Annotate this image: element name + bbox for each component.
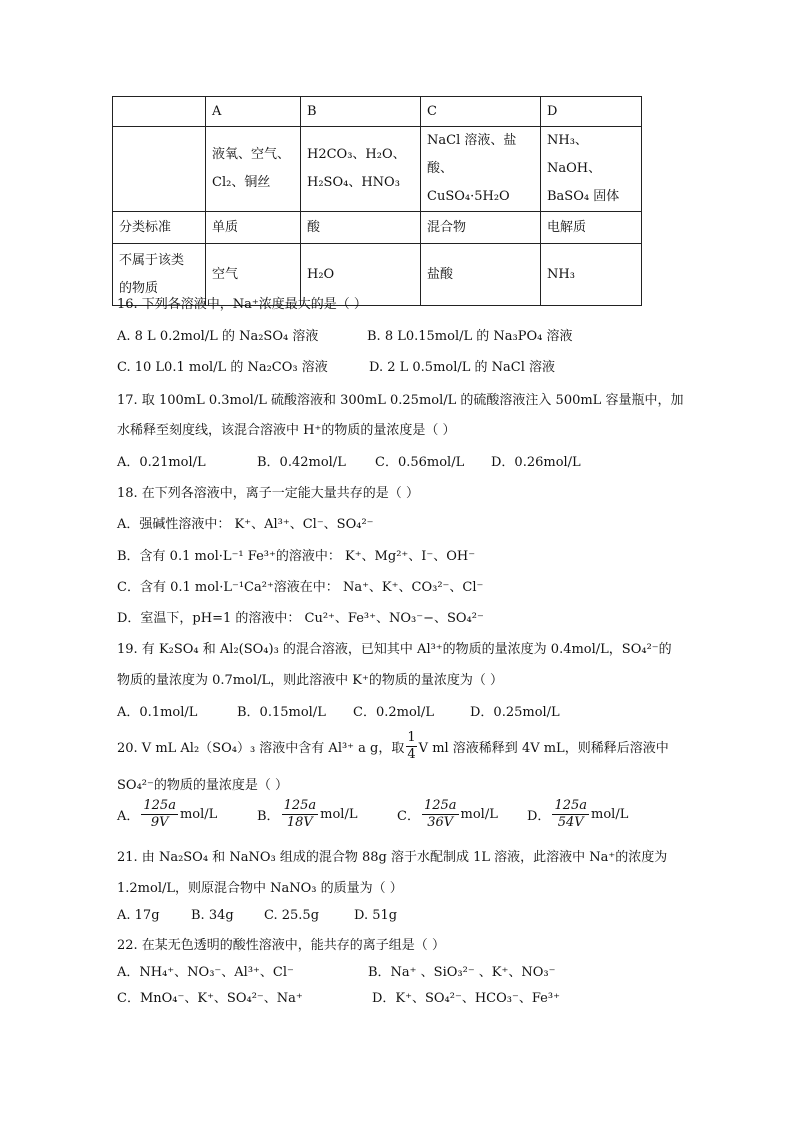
table-cell: 盐酸 <box>421 244 541 306</box>
classification-table <box>112 96 642 306</box>
table-criteria-row <box>113 212 642 244</box>
question-20-stem-line2: SO₄²⁻的物质的量浓度是（ ） <box>117 778 288 793</box>
q21-option-d: D. 51g <box>354 908 398 923</box>
table-cell: 混合物 <box>421 212 541 244</box>
table-cell: H2CO₃、H₂O、 H₂SO₄、HNO₃ <box>301 127 421 212</box>
table-substances-row <box>113 127 642 212</box>
q20-fraction-denominator: 4 <box>407 747 416 762</box>
q17-option-b: B．0.42mol/L <box>257 455 346 470</box>
q20-option-a: A． $\frac{125a}{9V}$ mol/L <box>117 798 218 830</box>
table-header-cell: B <box>301 97 421 127</box>
question-16-stem: 16. 下列各溶液中，Na⁺浓度最大的是（ ） <box>117 297 367 312</box>
table-empty-cell <box>113 127 206 212</box>
table-row-label: 分类标准 <box>113 212 206 244</box>
question-19-stem-line2: 物质的量浓度为 0.7mol/L，则此溶液中 K⁺的物质的量浓度为（ ） <box>117 673 503 688</box>
question-22-stem: 22. 在某无色透明的酸性溶液中，能共存的离子组是（ ） <box>117 938 445 953</box>
q19-option-a: A．0.1mol/L <box>117 705 198 720</box>
q20-stem-prefix: 20. V mL Al₂（SO₄）₃ 溶液中含有 Al³⁺ a g，取 <box>117 741 405 756</box>
table-cell: 液氧、空气、 Cl₂、铜丝 <box>206 127 301 212</box>
question-19-stem-line1: 19. 有 K₂SO₄ 和 Al₂(SO₄)₃ 的混合溶液，已知其中 Al³⁺的物质的量浓度为 0.4mol/L，SO₄²⁻的 <box>117 642 672 657</box>
table-cell: NaCl 溶液、盐酸、 CuSO₄·5H₂O <box>421 127 541 212</box>
table-cell: H₂O <box>301 244 421 306</box>
q21-option-b: B. 34g <box>191 908 234 923</box>
q17-option-d: D．0.26mol/L <box>491 455 581 470</box>
q21-option-c: C. 25.5g <box>264 908 320 923</box>
q16-option-d: D. 2 L 0.5mol/L 的 NaCl 溶液 <box>369 360 556 375</box>
q17-option-c: C．0.56mol/L <box>375 455 465 470</box>
table-corner-cell <box>113 97 206 127</box>
q16-option-a: A. 8 L 0.2mol/L 的 Na₂SO₄ 溶液 <box>117 329 319 344</box>
q20-fraction-numerator: 1 <box>407 730 416 745</box>
q16-option-c: C. 10 L0.1 mol/L 的 Na₂CO₃ 溶液 <box>117 360 328 375</box>
table-cell: NH₃、NaOH、 BaSO₄ 固体 <box>541 127 642 212</box>
question-17-stem-line1: 17. 取 100mL 0.3mol/L 硫酸溶液和 300mL 0.25mol/L 的硫酸溶液注入 500mL 容量瓶中，加 <box>117 393 684 408</box>
table-header-cell: C <box>421 97 541 127</box>
q21-option-a: A. 17g <box>117 908 160 923</box>
table-cell: 电解质 <box>541 212 642 244</box>
q19-option-c: C．0.2mol/L <box>353 705 434 720</box>
q20-option-a-fraction: $\frac{125a}{9V}$ <box>143 798 176 830</box>
q20-option-d-fraction: $\frac{125a}{54V}$ <box>554 798 588 830</box>
table-header-cell: A <box>206 97 301 127</box>
q20-option-b-fraction: $\frac{125a}{18V}$ <box>283 798 317 830</box>
q20-stem-suffix: V ml 溶液稀释到 4V mL，则稀释后溶液中 <box>418 741 669 756</box>
q18-option-b: B．含有 0.1 mol·L⁻¹ Fe³⁺的溶液中： K⁺、Mg²⁺、I⁻、OH⁻ <box>117 549 476 564</box>
question-21-stem-line2: 1.2mol/L，则原混合物中 NaNO₃ 的质量为（ ） <box>117 881 403 896</box>
table-cell: 酸 <box>301 212 421 244</box>
table-cell: NH₃ <box>541 244 642 306</box>
q22-option-b: B．Na⁺ 、SiO₃²⁻ 、K⁺、NO₃⁻ <box>368 965 556 980</box>
table-cell: 单质 <box>206 212 301 244</box>
q20-option-c-fraction: $\frac{125a}{36V}$ <box>423 798 457 830</box>
table-cell: 空气 <box>206 244 301 306</box>
question-17-stem-line2: 水稀释至刻度线，该混合溶液中 H⁺的物质的量浓度是（ ） <box>117 423 456 438</box>
q16-option-b: B. 8 L0.15mol/L 的 Na₃PO₄ 溶液 <box>367 329 573 344</box>
table-row-label: 不属于该类 的物质 <box>113 244 206 306</box>
q22-option-d: D．K⁺、SO₄²⁻、HCO₃⁻、Fe³⁺ <box>372 991 560 1006</box>
q19-option-d: D．0.25mol/L <box>470 705 560 720</box>
q20-option-b: B． $\frac{125a}{18V}$ mol/L <box>257 798 358 830</box>
q19-option-b: B．0.15mol/L <box>237 705 326 720</box>
q20-option-d: D． $\frac{125a}{54V}$ mol/L <box>527 798 629 830</box>
q18-option-d: D．室温下，pH=1 的溶液中： Cu²⁺、Fe³⁺、NO₃⁻−、SO₄²⁻ <box>117 611 484 626</box>
q22-option-c: C．MnO₄⁻、K⁺、SO₄²⁻、Na⁺ <box>117 991 303 1006</box>
question-18-stem: 18. 在下列各溶液中，离子一定能大量共存的是（ ） <box>117 486 419 501</box>
q22-option-a: A．NH₄⁺、NO₃⁻、Al³⁺、Cl⁻ <box>117 965 294 980</box>
q18-option-c: C．含有 0.1 mol·L⁻¹Ca²⁺溶液在中： Na⁺、K⁺、CO₃²⁻、Cl⁻ <box>117 580 484 595</box>
table-header-row <box>113 97 642 127</box>
question-21-stem-line1: 21. 由 Na₂SO₄ 和 NaNO₃ 组成的混合物 88g 溶于水配制成 1L 溶液，此溶液中 Na⁺的浓度为 <box>117 850 668 865</box>
q20-fraction <box>406 730 416 763</box>
q20-option-c: C． $\frac{125a}{36V}$ mol/L <box>397 798 498 830</box>
q17-option-a: A．0.21mol/L <box>117 455 206 470</box>
question-20-stem-line1 <box>117 730 669 763</box>
q18-option-a: A．强碱性溶液中： K⁺、Al³⁺、Cl⁻、SO₄²⁻ <box>117 517 374 532</box>
table-header-cell: D <box>541 97 642 127</box>
